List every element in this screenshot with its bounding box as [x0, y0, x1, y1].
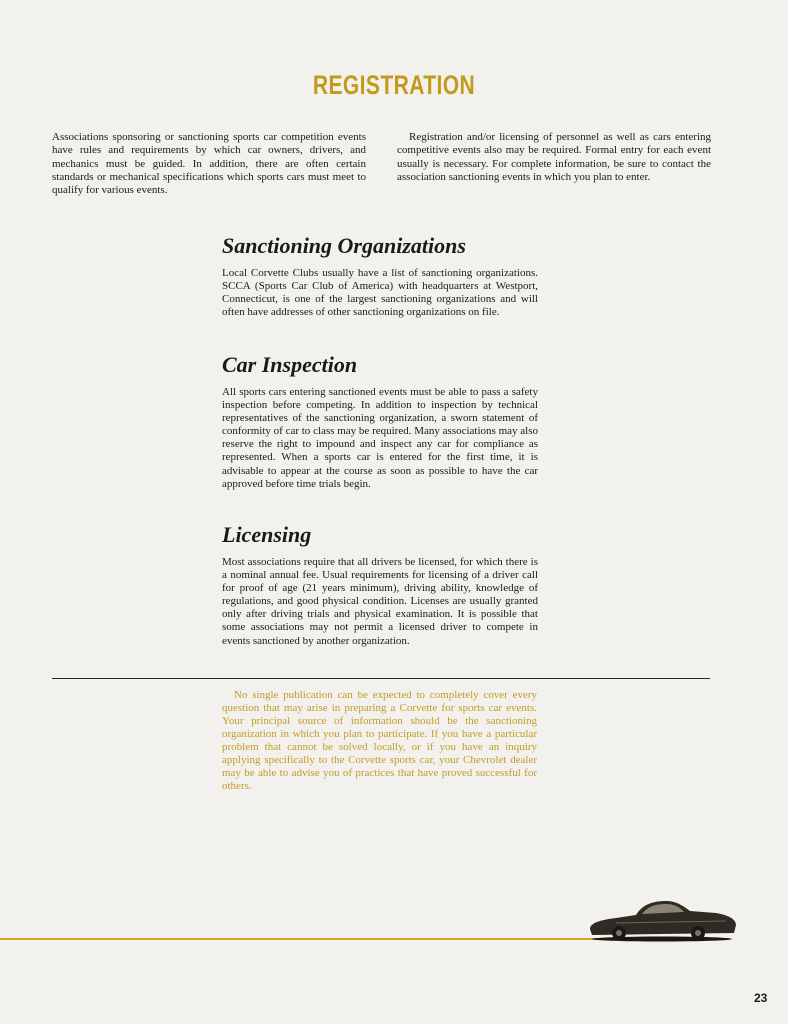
- divider-rule: [52, 678, 710, 679]
- intro-right-paragraph: Registration and/or licensing of personnel as well as cars entering competitive events also may be required. Formal entry for each event usually is necessary. For complete information, be sure to contact the association sanctioning events in which you plan to enter.: [397, 131, 711, 183]
- gold-rule: [0, 938, 600, 940]
- page-number: 23: [754, 991, 768, 1005]
- section-body: All sports cars entering sanctioned events must be able to pass a safety inspection before competing. In addition to inspection by technical representatives of the sanctioning organization, a sworn statement of conformity of car to class may be required. Many associations may also reserve the right to impound and inspect any car for compliance as represented. When a sports car is entered for the first time, it is advisable to appear at the course as soon as possible to have the car approved before time trials begin.: [222, 386, 538, 490]
- section-heading: Licensing: [222, 522, 312, 547]
- section-car-inspection: [222, 352, 538, 491]
- section-heading: Car Inspection: [222, 352, 358, 377]
- section-body: Local Corvette Clubs usually have a list of sanctioning organizations. SCCA (Sports Car Club of America) with headquarters at Westport, Connecticut, is one of the largest sanctioning organizations and will often have addresses of other sanctioning organizations on file.: [222, 267, 538, 319]
- section-sanctioning-organizations: [222, 233, 538, 319]
- corvette-car-illustration: [586, 893, 738, 943]
- section-body: Most associations require that all drivers be licensed, for which there is a nominal annual fee. Usual requirements for licensing of a driver call for proof of age (21 years minimum), driving ability, knowledge of regulations, and good physical condition. Licenses are usually granted only after driving trials and physical examination. It is possible that some associations may not permit a licensed driver to compete in events sanctioned by another organization.: [222, 556, 538, 647]
- page-title: REGISTRATION: [312, 70, 476, 100]
- section-heading: Sanctioning Organizations: [222, 233, 466, 258]
- section-licensing: [222, 522, 538, 648]
- note-paragraph: No single publication can be expected to completely cover every question that may arise in preparing a Corvette for sports car events. Your principal source of information should be the sanctioning organization in which you plan to participate. If you have a particular problem that cannot be solved locally, or if you have an inquiry applying specifically to the Corvette sports car, your Chevrolet dealer may be able to advise you of practices that have proved successful for others.: [222, 689, 537, 792]
- intro-left-paragraph: Associations sponsoring or sanctioning sports car competition events have rules and requirements by which car owners, drivers, and mechanics must be guided. In addition, there are often certain standards or mechanical specifications which sports cars must meet to qualify for various events.: [52, 131, 366, 197]
